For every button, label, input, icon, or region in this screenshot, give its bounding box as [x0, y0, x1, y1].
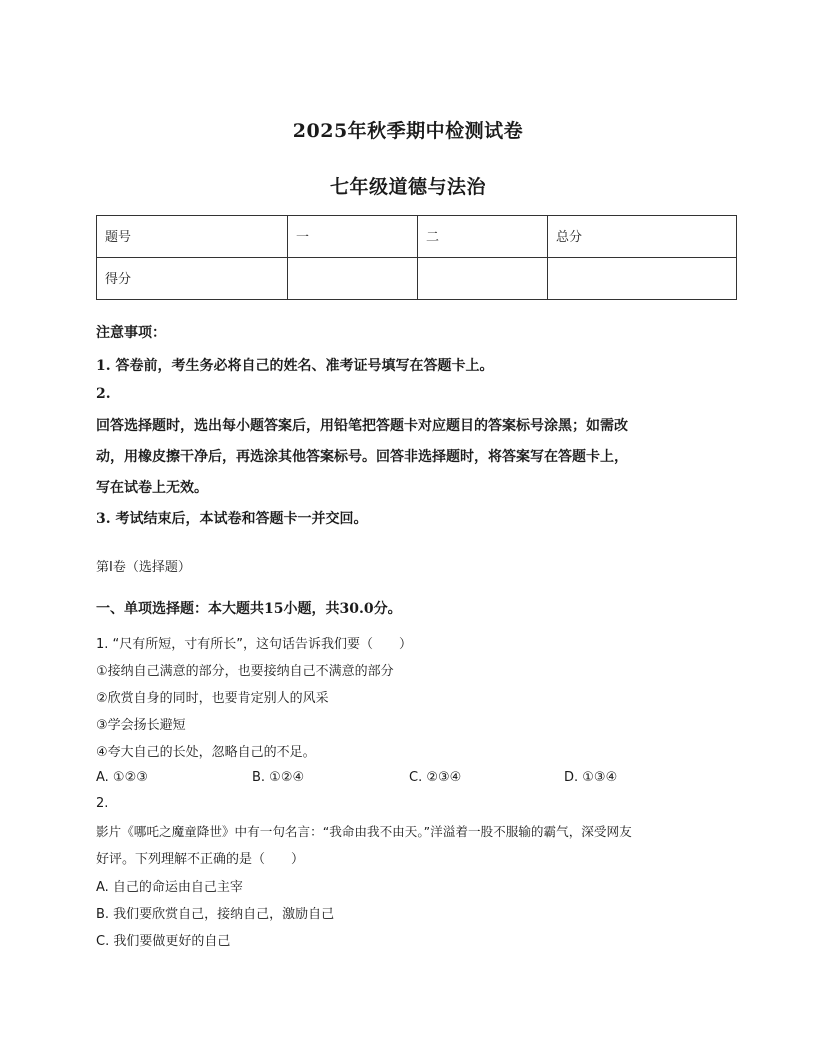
note-item-2-line: 写在试卷上无效。 [96, 480, 208, 496]
exam-subject: 七年级道德与法治 [329, 176, 486, 198]
note-item-3: 3. 考试结束后，本试卷和答题卡一并交回。 [96, 511, 368, 527]
question-1-option-c: C. ②③④ [409, 770, 462, 785]
question-1-option-a: A. ①②③ [96, 770, 148, 785]
score-table [96, 215, 737, 300]
question-1-stem: 1. “尺有所短，寸有所长”，这句话告诉我们要（ ） [96, 637, 413, 652]
question-1-statement: ③学会扬长避短 [96, 718, 186, 733]
question-1-statement: ④夸大自己的长处，忽略自己的不足。 [96, 745, 316, 760]
table-cell: 得分 [97, 258, 288, 300]
note-item-2-number: 2. [96, 386, 111, 402]
note-item-2-line: 回答选择题时，选出每小题答案后，用铅笔把答题卡对应题目的答案标号涂黑；如需改 [96, 418, 628, 434]
question-2-option-a: A. 自己的命运由自己主宰 [96, 880, 243, 895]
table-cell [288, 258, 418, 300]
table-cell [418, 258, 548, 300]
question-1-statement: ②欣赏自身的同时，也要肯定别人的风采 [96, 691, 329, 706]
question-1-option-b: B. ①②④ [252, 770, 305, 785]
question-2-number: 2. [96, 796, 109, 811]
note-item-1: 1. 答卷前，考生务必将自己的姓名、准考证号填写在答题卡上。 [96, 358, 494, 374]
question-2-option-c: C. 我们要做更好的自己 [96, 934, 231, 949]
table-cell: 二 [418, 216, 548, 258]
notes-heading: 注意事项： [96, 325, 166, 341]
question-1-option-d: D. ①③④ [564, 770, 618, 785]
table-cell: 一 [288, 216, 418, 258]
question-1-statement: ①接纳自己满意的部分，也要接纳自己不满意的部分 [96, 664, 394, 679]
question-2-stem: 好评。下列理解不正确的是（ ） [96, 852, 305, 867]
table-cell: 总分 [548, 216, 737, 258]
note-item-2-line: 动，用橡皮擦干净后，再选涂其他答案标号。回答非选择题时，将答案写在答题卡上， [96, 449, 628, 465]
question-2-option-b: B. 我们要欣赏自己，接纳自己，激励自己 [96, 907, 335, 922]
table-cell [548, 258, 737, 300]
section-part: 第Ⅰ卷（选择题） [96, 560, 191, 575]
section-heading: 一、单项选择题：本大题共15小题，共30.0分。 [96, 601, 402, 617]
table-cell: 题号 [97, 216, 288, 258]
exam-title: 2025年秋季期中检测试卷 [292, 120, 524, 142]
table-row [97, 258, 737, 300]
question-2-stem: 影片《哪吒之魔童降世》中有一句名言：“我命由我不由天。”洋溢着一股不服输的霸气，深受网友 [96, 824, 632, 839]
table-row [97, 216, 737, 258]
